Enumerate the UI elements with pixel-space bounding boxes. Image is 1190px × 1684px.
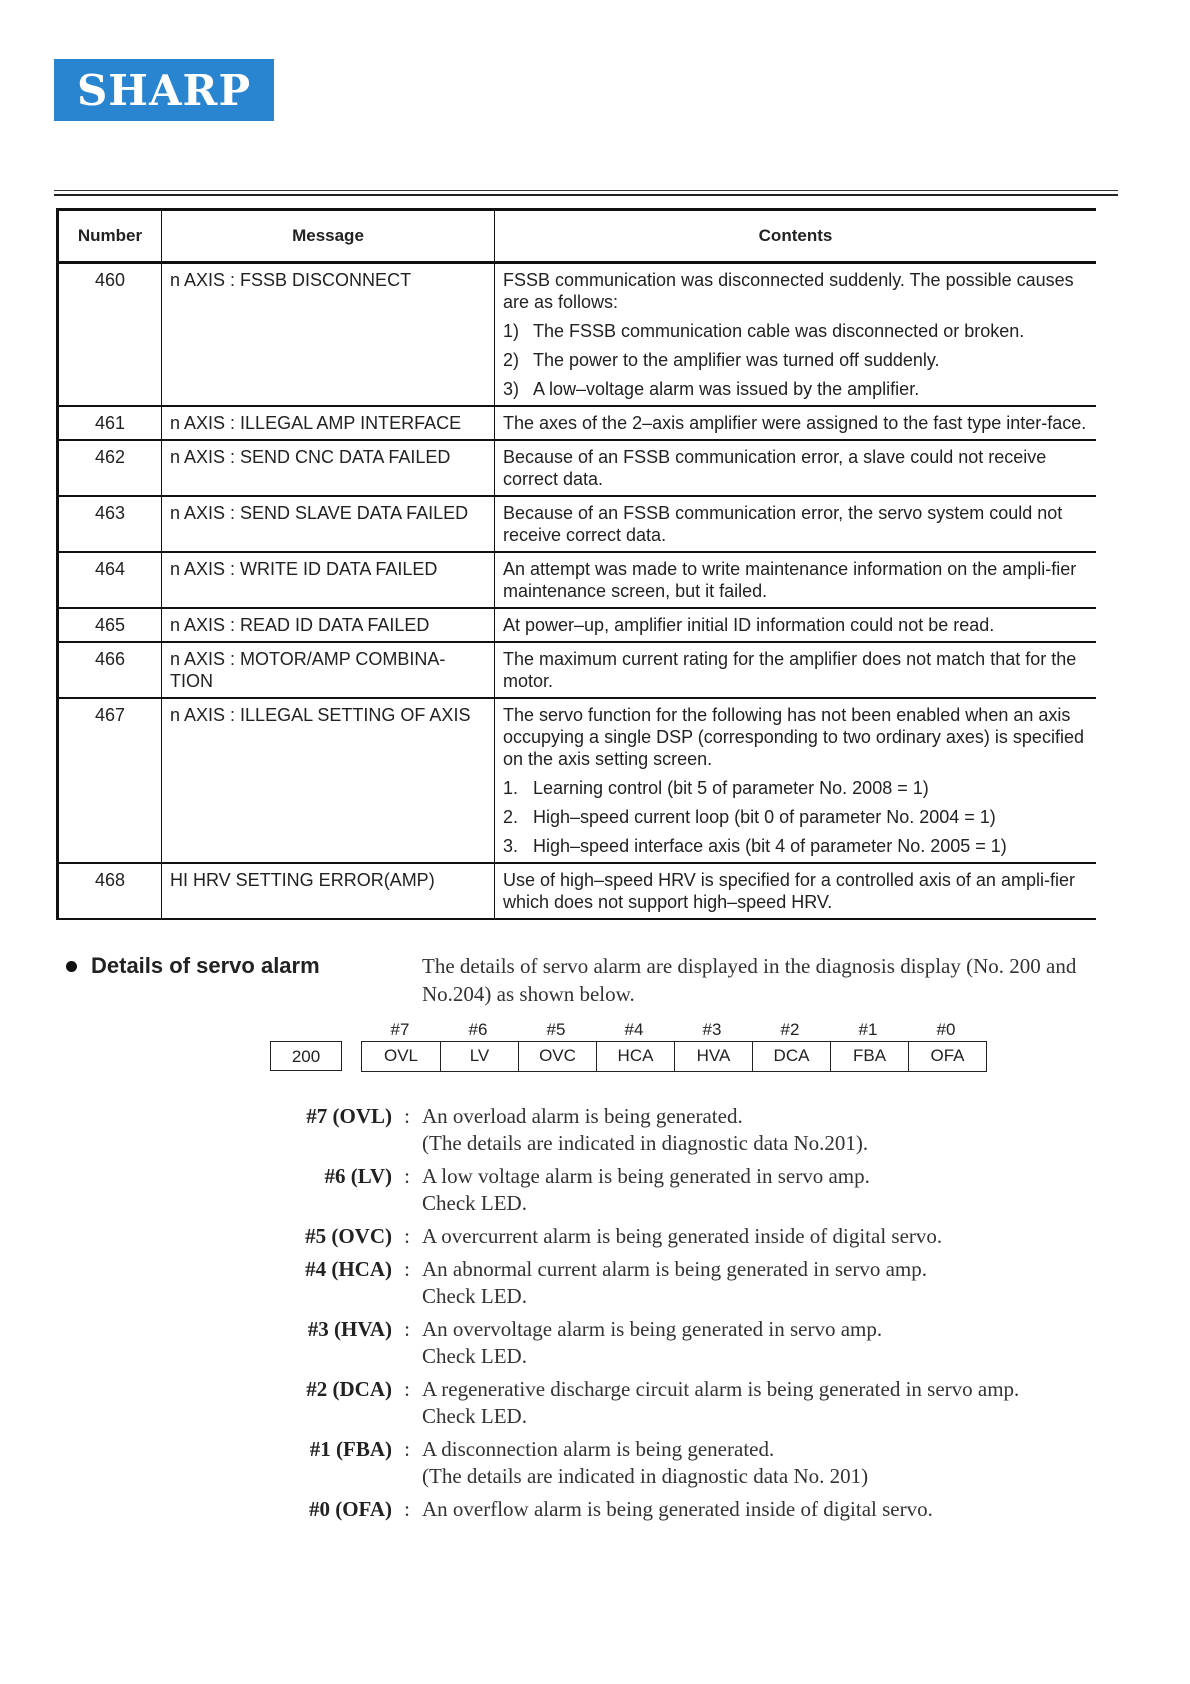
detail-line: (The details are indicated in diagnostic data No. 201) — [422, 1464, 869, 1488]
alarm-contents — [495, 863, 1097, 919]
contents-text: Because of an FSSB communication error, a slave could not receive correct data. — [503, 447, 1047, 489]
item-number: 1. — [503, 778, 519, 798]
table-row — [58, 608, 1097, 642]
header-contents: Contents — [495, 210, 1097, 263]
detail-text — [422, 1436, 1122, 1490]
bullet-icon — [66, 961, 77, 972]
alarm-number: 462 — [58, 440, 162, 496]
detail-line: Check LED. — [422, 1191, 527, 1215]
item-text: High–speed interface axis (bit 4 of parameter No. 2005 = 1) — [533, 836, 1007, 856]
detail-separator: : — [404, 1257, 410, 1281]
contents-text: The maximum current rating for the amplifier does not match that for the motor. — [503, 649, 1077, 691]
detail-row — [0, 1376, 1190, 1430]
detail-line: A disconnection alarm is being generated. — [422, 1437, 775, 1461]
alarm-message: n AXIS : ILLEGAL SETTING OF AXIS — [162, 698, 495, 863]
contents-list-item — [503, 349, 1088, 371]
alarm-bit-details — [0, 1103, 1190, 1529]
item-text: The power to the amplifier was turned off suddenly. — [533, 350, 940, 370]
table-row — [58, 552, 1097, 608]
detail-row — [0, 1436, 1190, 1490]
detail-separator: : — [404, 1224, 410, 1248]
bit-number: #2 — [780, 1020, 800, 1039]
alarm-contents — [495, 263, 1097, 407]
detail-separator: : — [404, 1164, 410, 1188]
alarm-message: n AXIS : ILLEGAL AMP INTERFACE — [162, 406, 495, 440]
bit-name: OFA — [908, 1042, 986, 1071]
bit-number: #5 — [546, 1020, 566, 1039]
detail-label: #6 (LV) — [324, 1164, 392, 1188]
alarm-message: n AXIS : SEND CNC DATA FAILED — [162, 440, 495, 496]
bit-number: #1 — [858, 1020, 878, 1039]
detail-line: An overflow alarm is being generated inside of digital servo. — [422, 1497, 933, 1521]
detail-label: #3 (HVA) — [307, 1317, 392, 1341]
detail-label: #0 (OFA) — [308, 1497, 392, 1521]
detail-line: Check LED. — [422, 1344, 527, 1368]
alarm-contents — [495, 608, 1097, 642]
bit-name: OVC — [518, 1042, 596, 1071]
bit-number: #0 — [936, 1020, 956, 1039]
section-heading — [66, 953, 320, 979]
alarm-contents — [495, 698, 1097, 863]
bit-number: #4 — [624, 1020, 644, 1039]
alarm-number: 461 — [58, 406, 162, 440]
table-row — [58, 698, 1097, 863]
detail-text — [422, 1163, 1122, 1217]
detail-row — [0, 1316, 1190, 1370]
item-text: A low–voltage alarm was issued by the amplifier. — [533, 379, 920, 399]
detail-row — [0, 1496, 1190, 1523]
detail-line: A regenerative discharge circuit alarm is being generated in servo amp. — [422, 1377, 1020, 1401]
section-title: Details of servo alarm — [91, 953, 320, 978]
table-row — [58, 406, 1097, 440]
detail-label: #4 (HCA) — [305, 1257, 392, 1281]
detail-separator: : — [404, 1497, 410, 1521]
bit-name: HVA — [674, 1042, 752, 1071]
detail-line: (The details are indicated in diagnostic data No.201). — [422, 1131, 869, 1155]
contents-list-item — [503, 777, 1088, 799]
detail-row — [0, 1256, 1190, 1310]
detail-line: A overcurrent alarm is being generated inside of digital servo. — [422, 1224, 943, 1248]
contents-text: An attempt was made to write maintenance information on the ampli-fier maintenance screen, but it failed. — [503, 559, 1077, 601]
register-diagram — [0, 1020, 1190, 1100]
alarm-number: 467 — [58, 698, 162, 863]
alarm-number: 465 — [58, 608, 162, 642]
contents-text: The servo function for the following has not been enabled when an axis occupying a single DSP (corresponding to two ordinary axes) is specified on the axis setting screen. — [503, 705, 1084, 769]
detail-separator: : — [404, 1377, 410, 1401]
contents-text: The axes of the 2–axis amplifier were assigned to the fast type inter-face. — [503, 413, 1087, 433]
contents-list-item — [503, 835, 1088, 857]
detail-text — [422, 1376, 1122, 1430]
alarm-number: 466 — [58, 642, 162, 698]
bit-name: OVL — [383, 1046, 419, 1065]
detail-label: #7 (OVL) — [306, 1104, 392, 1128]
detail-row — [0, 1163, 1190, 1217]
alarm-contents — [495, 552, 1097, 608]
item-number: 3. — [503, 836, 519, 856]
detail-line: An overvoltage alarm is being generated in servo amp. — [422, 1317, 883, 1341]
alarm-contents — [495, 440, 1097, 496]
alarm-contents — [495, 496, 1097, 552]
detail-line: Check LED. — [422, 1404, 527, 1428]
alarm-message: n AXIS : WRITE ID DATA FAILED — [162, 552, 495, 608]
alarm-contents — [495, 642, 1097, 698]
alarm-number: 464 — [58, 552, 162, 608]
alarm-number: 463 — [58, 496, 162, 552]
bit-name: HCA — [596, 1042, 674, 1071]
detail-row — [0, 1223, 1190, 1250]
bit-number: #7 — [390, 1020, 410, 1039]
table-row — [58, 863, 1097, 919]
contents-list-item — [503, 806, 1088, 828]
table-row — [58, 263, 1097, 407]
detail-separator: : — [404, 1317, 410, 1341]
bit-number: #3 — [702, 1020, 722, 1039]
table-row — [58, 496, 1097, 552]
alarm-message: HI HRV SETTING ERROR(AMP) — [162, 863, 495, 919]
contents-text: FSSB communication was disconnected suddenly. The possible causes are as follows: — [503, 270, 1074, 312]
header-number: Number — [58, 210, 162, 263]
detail-text — [422, 1316, 1122, 1370]
alarm-number: 460 — [58, 263, 162, 407]
alarm-contents — [495, 406, 1097, 440]
contents-text: Use of high–speed HRV is specified for a controlled axis of an ampli-fier which does not support high–speed HRV. — [503, 870, 1075, 912]
item-text: Learning control (bit 5 of parameter No. 2008 = 1) — [533, 778, 929, 798]
detail-line: An overload alarm is being generated. — [422, 1104, 743, 1128]
detail-line: Check LED. — [422, 1284, 527, 1308]
alarm-table — [56, 208, 1096, 920]
table-row — [58, 440, 1097, 496]
bit-name: FBA — [830, 1042, 908, 1071]
contents-text: At power–up, amplifier initial ID information could not be read. — [503, 615, 995, 635]
header-message: Message — [162, 210, 495, 263]
bit-name: LV — [440, 1042, 518, 1071]
section-intro: The details of servo alarm are displayed in the diagnosis display (No. 200 and No.204) as shown below. — [422, 954, 1077, 1006]
register-bits — [361, 1041, 987, 1072]
alarm-message: n AXIS : READ ID DATA FAILED — [162, 608, 495, 642]
detail-text — [422, 1223, 1122, 1250]
contents-text: Because of an FSSB communication error, the servo system could not receive correct data. — [503, 503, 1063, 545]
detail-label: #5 (OVC) — [305, 1224, 392, 1248]
bit-name: DCA — [752, 1042, 830, 1071]
alarm-message: n AXIS : FSSB DISCONNECT — [162, 263, 495, 407]
detail-separator: : — [404, 1104, 410, 1128]
detail-line: A low voltage alarm is being generated in servo amp. — [422, 1164, 870, 1188]
detail-label: #1 (FBA) — [309, 1437, 392, 1461]
alarm-message: n AXIS : SEND SLAVE DATA FAILED — [162, 496, 495, 552]
item-number: 3) — [503, 379, 520, 399]
contents-list-item — [503, 378, 1088, 400]
item-text: High–speed current loop (bit 0 of parameter No. 2004 = 1) — [533, 807, 996, 827]
detail-text — [422, 1256, 1122, 1310]
detail-row — [0, 1103, 1190, 1157]
alarm-number: 468 — [58, 863, 162, 919]
table-header-row — [58, 210, 1097, 263]
contents-list-item — [503, 320, 1088, 342]
sharp-logo: SHARP — [54, 59, 274, 121]
detail-label: #2 (DCA) — [306, 1377, 392, 1401]
detail-line: An abnormal current alarm is being generated in servo amp. — [422, 1257, 927, 1281]
bit-number: #6 — [468, 1020, 488, 1039]
header-rule-thick — [54, 194, 1118, 196]
alarm-message: n AXIS : MOTOR/AMP COMBINA-TION — [162, 642, 495, 698]
item-number: 2. — [503, 807, 519, 827]
item-text: The FSSB communication cable was disconnected or broken. — [533, 321, 1025, 341]
register-number: 200 — [270, 1041, 342, 1071]
item-number: 2) — [503, 350, 520, 370]
item-number: 1) — [503, 321, 520, 341]
detail-text — [422, 1103, 1122, 1157]
detail-separator: : — [404, 1437, 410, 1461]
header-rule — [54, 190, 1118, 191]
table-row — [58, 642, 1097, 698]
detail-text — [422, 1496, 1122, 1523]
